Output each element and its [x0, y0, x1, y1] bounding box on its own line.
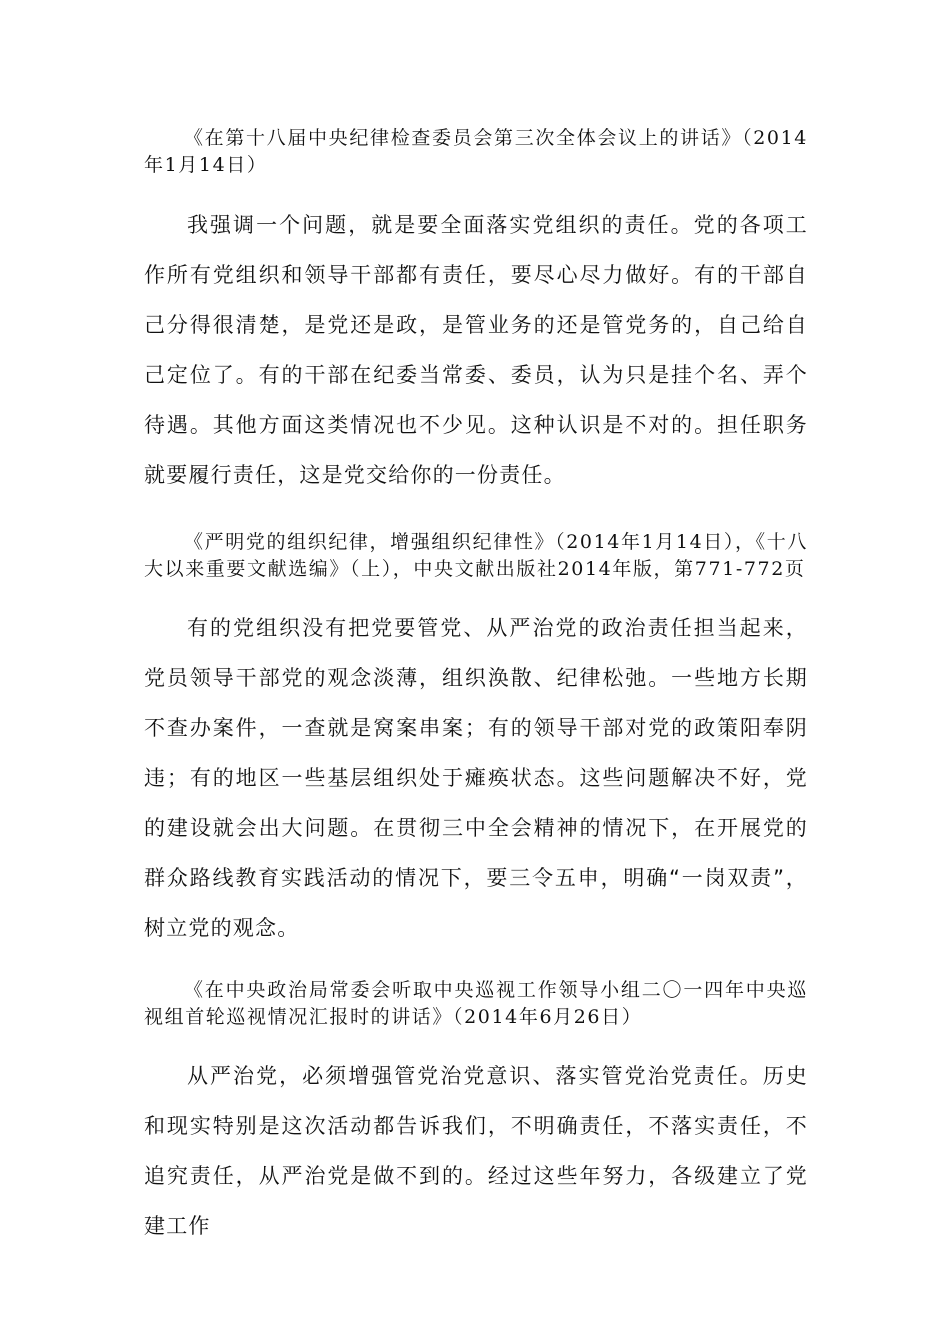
paragraph-3: 从严治党，必须增强管党治党意识、落实管党治党责任。历史和现实特别是这次活动都告诉我们，不明确责任，不落实责任，不追究责任，从严治党是做不到的。经过这些年努力，各级建立了党建工作	[144, 1064, 808, 1238]
paragraph-1: 我强调一个问题，就是要全面落实党组织的责任。党的各项工作所有党组织和领导干部都有责任，要尽心尽力做好。有的干部自己分得很清楚，是党还是政，是管业务的还是管党务的，自己给自己定位了。有的干部在纪委当常委、委员，认为只是挂个名、弄个待遇。其他方面这类情况也不少见。这种认识是不对的。担任职务就要履行责任，这是党交给你的一份责任。	[144, 213, 808, 487]
paragraph-2: 有的党组织没有把党要管党、从严治党的政治责任担当起来，党员领导干部党的观念淡薄，组织涣散、纪律松弛。一些地方长期不查办案件，一查就是窝案串案；有的领导干部对党的政策阳奉阴违；有的地区一些基层组织处于瘫痪状态。这些问题解决不好，党的建设就会出大问题。在贯彻三中全会精神的情况下，在开展党的群众路线教育实践活动的情况下，要三令五申，明确“一岗双责”，树立党的观念。	[144, 616, 808, 940]
document-page	[144, 0, 808, 1251]
citation-1: 《在第十八届中央纪律检查委员会第三次全体会议上的讲话》（2014年1月14日）	[144, 127, 808, 176]
citation-2: 《严明党的组织纪律，增强组织纪律性》（2014年1月14日），《十八大以来重要文献选编》（上），中央文献出版社2014年版，第771-772页	[144, 531, 808, 580]
citation-3: 《在中央政治局常委会听取中央巡视工作领导小组二〇一四年中央巡视组首轮巡视情况汇报时的讲话》（2014年6月26日）	[144, 979, 808, 1028]
